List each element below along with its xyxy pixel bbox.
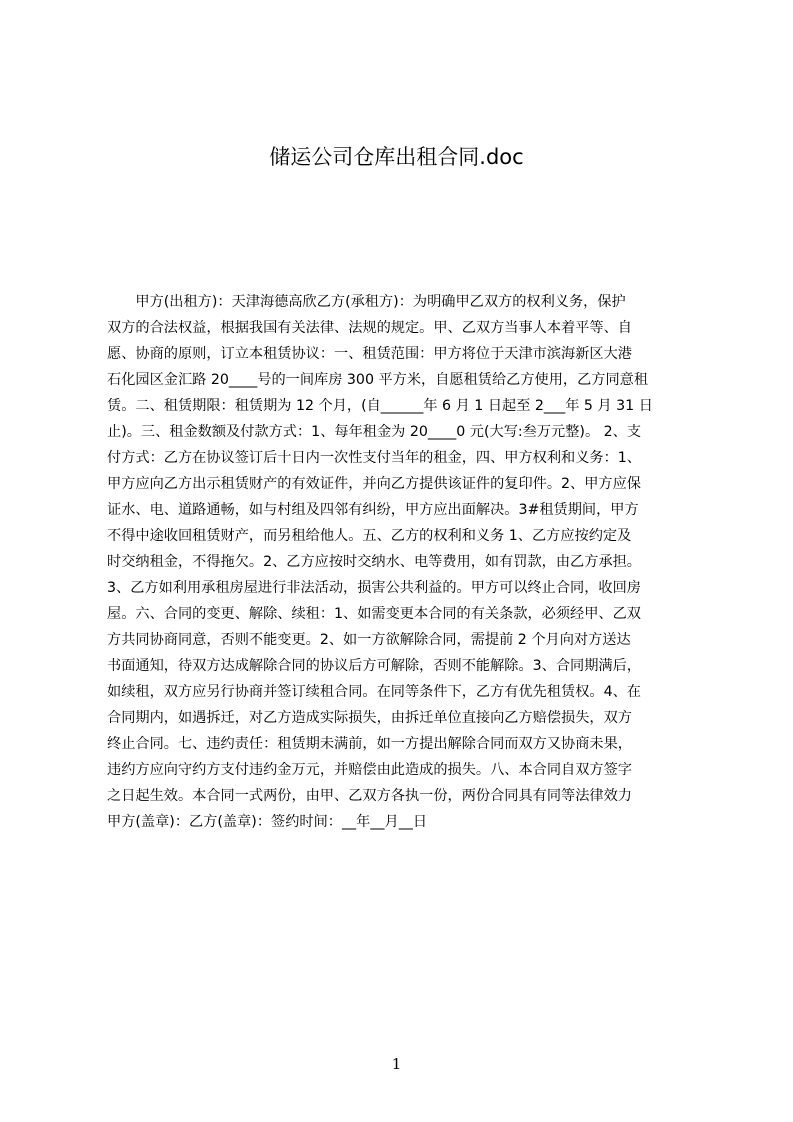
body-line: 3、乙方如利用承租房屋进行非法活动，损害公共利益的。甲方可以终止合同，收回房 [107,580,641,596]
body-line: 终止合同。七、违约责任：租赁期未满前，如一方提出解除合同而双方又协商未果， [107,736,632,752]
body-line: 书面通知，待双方达成解除合同的协议后方可解除，否则不能解除。3、合同期满后， [107,658,641,674]
body-line: 双方的合法权益，根据我国有关法律、法规的规定。甲、乙双方当事人本着平等、自 [107,320,632,336]
body-line: 不得中途收回租赁财产，而另租给他人。五、乙方的权利和义务 1、乙方应按约定及 [107,528,632,544]
body-line: 证水、电、道路通畅，如与村组及四邻有纠纷，甲方应出面解决。3#租赁期间，甲方 [107,502,639,518]
body-line: 方共同协商同意，否则不能变更。2、如一方欲解除合同，需提前 2 个月向对方送达 [107,632,631,648]
body-line: 屋。六、合同的变更、解除、续租：1、如需变更本合同的有关条款，必须经甲、乙双 [107,606,641,622]
body-line: 甲方(出租方)：天津海德高欣乙方(承租方)：为明确甲乙双方的权利义务，保护 [107,294,626,310]
page-number: 1 [391,1055,402,1073]
body-line: 止)。三、租金数额及付款方式：1、每年租金为 20____0 元(大写:叁万元整)。 2、支 [107,424,642,440]
body-line: 赁。二、租赁期限：租赁期为 12 个月，(自______年 6 月 1 日起至 2___年 5 月 31 日 [107,398,653,414]
body-line: 付方式：乙方在协议签订后十日内一次性支付当年的租金，四、甲方权利和义务：1、 [107,450,641,466]
body-line: 时交纳租金，不得拖欠。2、乙方应按时交纳水、电等费用，如有罚款，由乙方承担。 [107,554,641,570]
body-line: 石化园区金汇路 20____号的一间库房 300 平方米，自愿租赁给乙方使用，乙方同意租 [107,372,649,388]
body-line: 合同期内，如遇拆迁，对乙方造成实际损失，由拆迁单位直接向乙方赔偿损失，双方 [107,710,632,726]
contract-body [107,289,702,835]
body-line: 违约方应向守约方支付违约金万元，并赔偿由此造成的损失。八、本合同自双方签字 [107,762,632,778]
signature-line: 甲方(盖章)：乙方(盖章)：签约时间：__年__月__日 [107,814,428,830]
body-line: 之日起生效。本合同一式两份，由甲、乙双方各执一份，两份合同具有同等法律效力 [107,788,632,804]
document-title: 储运公司仓库出租合同.doc [269,145,524,169]
body-line: 如续租，双方应另行协商并签订续租合同。在同等条件下，乙方有优先租赁权。4、在 [107,684,641,700]
body-line: 甲方应向乙方出示租赁财产的有效证件，并向乙方提供该证件的复印件。2、甲方应保 [107,476,641,492]
body-line: 愿、协商的原则，订立本租赁协议：一、租赁范围：甲方将位于天津市滨海新区大港 [107,346,632,362]
